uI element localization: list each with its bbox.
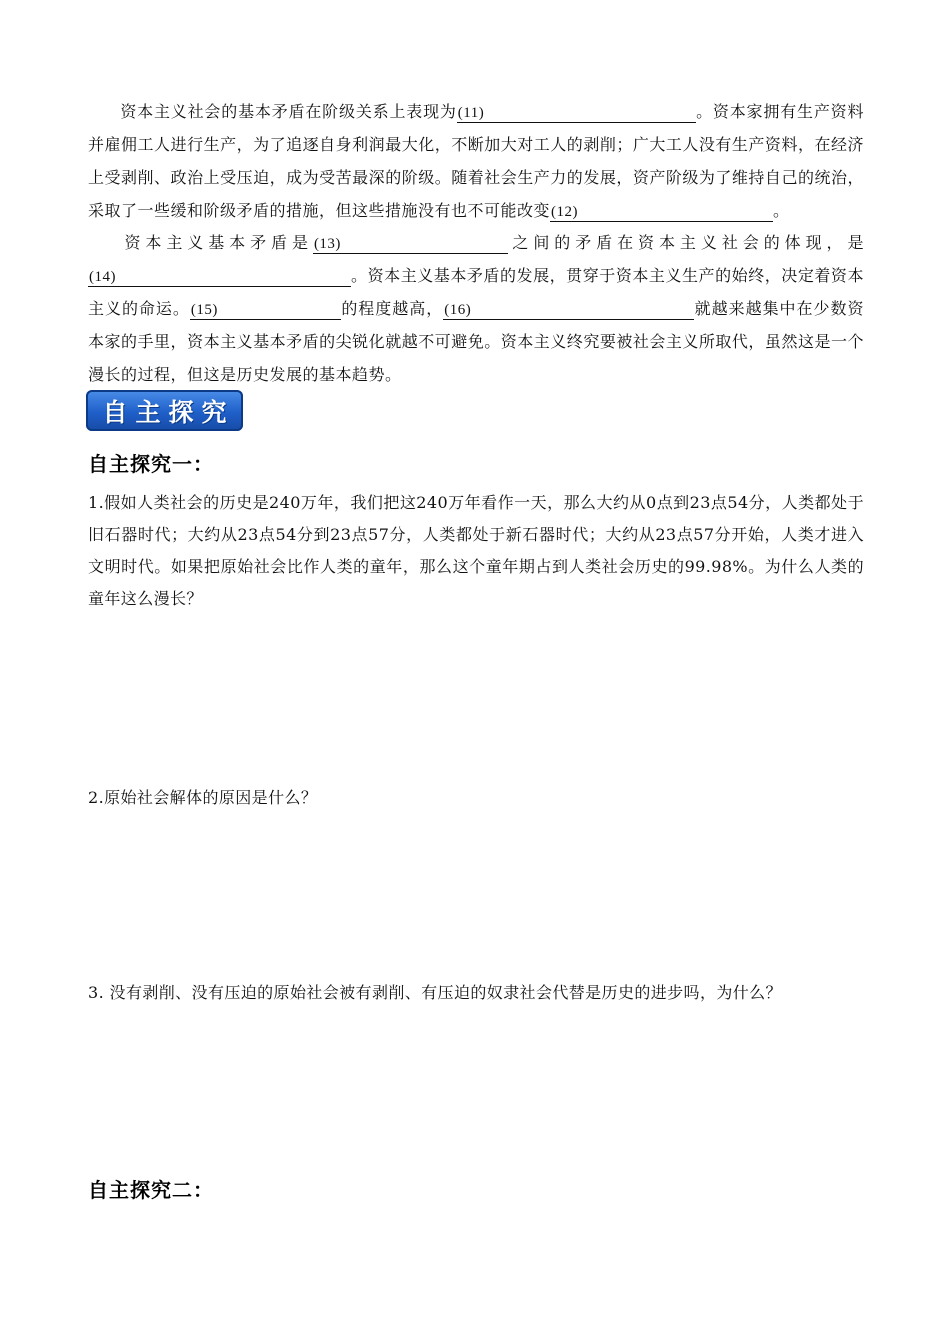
intro-paragraph-1 [88,95,864,227]
intro-p2-text-5: 就越来越集中在少数资本家的手里，资本主义基本矛盾的尖锐化就越不可避免。资本主义终究要被社会主义所取代，虽然这是一个漫长的过程，但这是历史发展的基本趋势。 [88,299,864,384]
intro-p1-text-1: 资本主义社会的基本矛盾在阶级关系上表现为 [120,102,457,121]
intro-p1-text-3: 。 [773,201,790,220]
self-study-badge: 自主探究 [86,390,243,431]
blank-14[interactable]: (14) [88,268,351,287]
intro-p2-text-2: 之间的矛盾在资本主义社会的体现，是 [507,233,864,252]
section-title-2: 自主探究二： [88,1178,214,1202]
question-2: 2.原始社会解体的原因是什么？ [88,788,318,807]
intro-p2-text-1: 资本主义基本矛盾是 [120,233,313,252]
question-1: 1.假如人类社会的历史是240万年，我们把这240万年看作一天，那么大约从0点到23点54分，人类都处于旧石器时代；大约从23点54分到23点57分，人类都处于新石器时代；大约从23点57分开始，人类才进入文明时代。如果把原始社会比作人类的童年，那么这个童年期占到人类社会历史的99.98%。为什么人类的童年这么漫长？ [88,493,864,608]
intro-p2-text-3: 。资本主义基本矛盾的发展，贯穿于资本主义生产的始终，决定着资本主义的命运。 [88,266,864,318]
blank-11[interactable]: (11) [457,104,696,123]
blank-13[interactable]: (13) [313,235,508,254]
blank-15[interactable]: (15) [190,301,341,320]
section-title-1: 自主探究一： [88,452,214,476]
blank-16[interactable]: (16) [443,301,694,320]
blank-12[interactable]: (12) [550,203,773,222]
question-3: 3. 没有剥削、没有压迫的原始社会被有剥削、有压迫的奴隶社会代替是历史的进步吗，为什么？ [88,983,782,1002]
intro-paragraph-2 [88,226,864,391]
intro-p2-text-4: 的程度越高， [340,299,444,318]
intro-p1-text-2: 。资本家拥有生产资料并雇佣工人进行生产，为了追逐自身利润最大化，不断加大对工人的剥削；广大工人没有生产资料，在经济上受剥削、政治上受压迫，成为受苦最深的阶级。随着社会生产力的发展，资产阶级为了维持自己的统治，采取了一些缓和阶级矛盾的措施，但这些措施没有也不可能改变 [88,102,864,220]
